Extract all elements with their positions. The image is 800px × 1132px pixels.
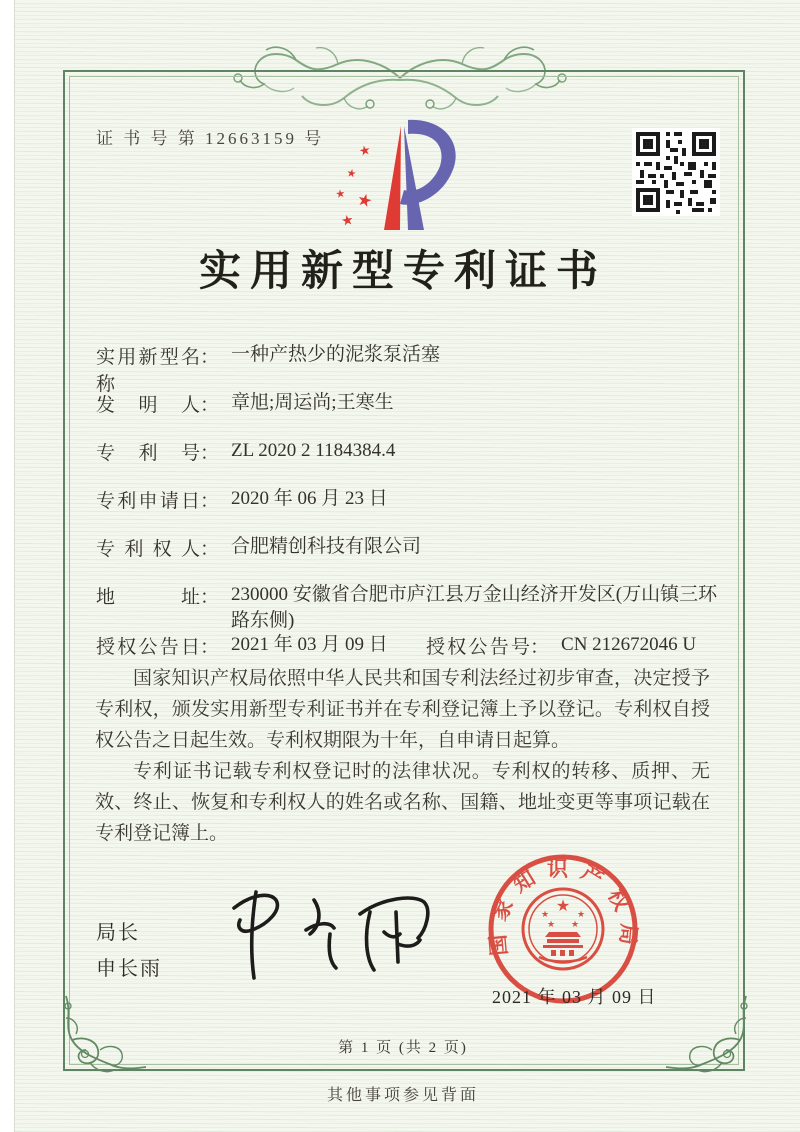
field-value: 2021 年 03 月 09 日 <box>231 634 388 655</box>
field-row-grant <box>96 632 697 659</box>
field-label: 授权公告日 <box>96 637 200 658</box>
field-value: 230000 安徽省合肥市庐江县万金山经济开发区(万山镇三环路东侧) <box>231 584 718 631</box>
colon: ： <box>200 443 220 464</box>
director-signature <box>218 878 438 990</box>
field-value: 合肥精创科技有限公司 <box>231 536 422 557</box>
legal-paragraph-2: 专利证书记载专利权登记时的法律状况。专利权的转移、质押、无效、终止、恢复和专利权人的姓名或名称、国籍、地址变更等事项记载在专利登记簿上。 <box>95 761 710 844</box>
colon: ： <box>530 637 550 658</box>
director-name: 申长雨 <box>96 958 162 980</box>
bottom-left-flourish-ornament <box>56 988 148 1080</box>
certificate-title: 实用新型专利证书 <box>198 249 607 295</box>
svg-text:★: ★ <box>339 212 356 230</box>
field-row-address <box>96 582 736 634</box>
field-value: 一种产热少的泥浆泵活塞 <box>231 344 441 365</box>
colon: ： <box>200 539 220 560</box>
cnipa-logo-icon <box>330 110 470 238</box>
colon: ： <box>200 395 220 416</box>
svg-text:★: ★ <box>570 920 580 930</box>
field-label: 专利权人 <box>96 539 200 560</box>
svg-text:★: ★ <box>357 142 373 160</box>
bottom-right-flourish-ornament <box>664 988 756 1080</box>
certificate-number: 证 书 号 第 12663159 号 <box>96 129 325 148</box>
field-value: CN 212672046 U <box>561 634 697 655</box>
svg-text:★: ★ <box>354 189 375 213</box>
legal-paragraph-1: 国家知识产权局依照中华人民共和国专利法经过初步审查，决定授予专利权，颁发实用新型专利证书并在专利登记簿上予以登记。专利权自授权公告之日起生效。专利权期限为十年，自申请日起算。 <box>95 668 710 751</box>
national-emblem <box>523 889 603 969</box>
svg-text:★: ★ <box>540 910 550 920</box>
field-value: 章旭;周运尚;王寒生 <box>231 392 394 413</box>
qr-code <box>632 128 720 216</box>
field-label: 专利号 <box>96 443 200 464</box>
field-row-patentee <box>96 534 421 561</box>
back-side-note: 其他事项参见背面 <box>326 1087 479 1104</box>
svg-text:★: ★ <box>555 896 571 915</box>
colon: ： <box>200 637 220 658</box>
field-row-filing-date <box>96 486 388 513</box>
field-value: 2020 年 06 月 23 日 <box>231 488 388 509</box>
field-row-inventors <box>96 390 394 417</box>
field-row-patent-no <box>96 438 395 465</box>
director-title: 局长 <box>96 922 140 944</box>
colon: ： <box>200 587 220 608</box>
field-value: ZL 2020 2 1184384.4 <box>231 440 396 461</box>
svg-text:★: ★ <box>334 186 347 201</box>
colon: ： <box>200 491 220 512</box>
legal-text <box>95 663 710 849</box>
page-number: 第 1 页 (共 2 页) <box>338 1040 468 1056</box>
field-label: 实用新型名称 <box>96 347 200 395</box>
seal-date: 2021 年 03 月 09 日 <box>492 987 657 1007</box>
seal-org-text: 国家知识产权局 <box>484 856 642 957</box>
field-grant-number <box>426 632 696 659</box>
field-label: 专利申请日 <box>96 491 200 512</box>
svg-text:★: ★ <box>546 920 556 930</box>
field-label: 地址 <box>96 587 200 608</box>
svg-text:★: ★ <box>576 910 586 920</box>
field-label: 发明人 <box>96 395 200 416</box>
svg-text:★: ★ <box>345 166 358 181</box>
field-label: 授权公告号 <box>426 637 530 658</box>
field-row-name <box>96 342 440 396</box>
colon: ： <box>200 347 220 368</box>
